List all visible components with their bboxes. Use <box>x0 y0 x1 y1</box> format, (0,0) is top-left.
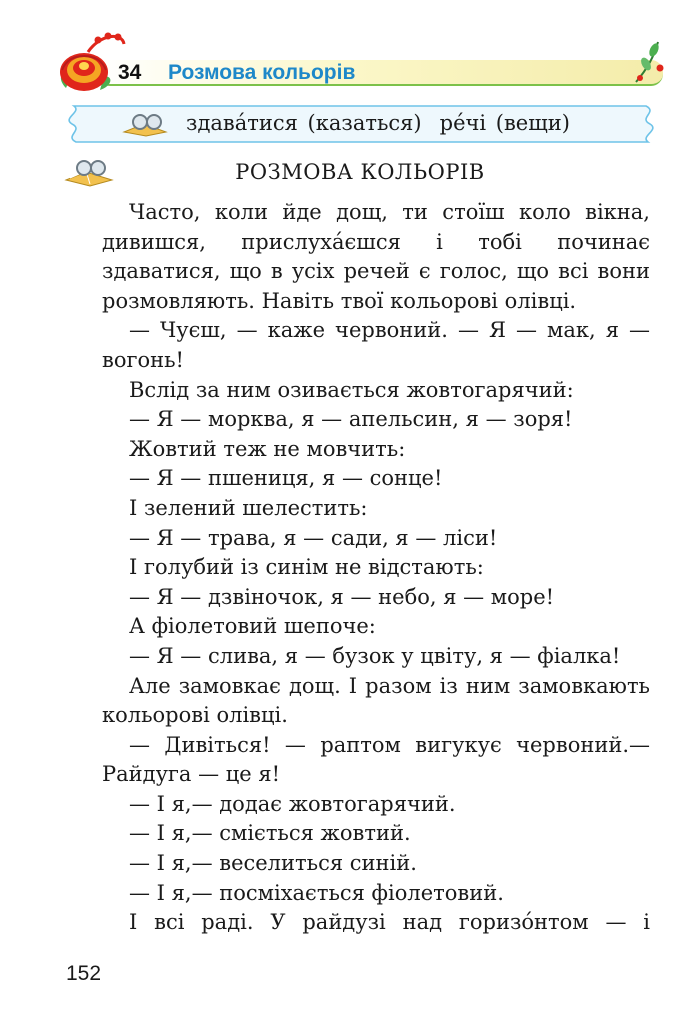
page-number: 152 <box>66 962 102 985</box>
story-paragraph: І голубий із синім не відстають: <box>129 555 484 580</box>
flower-ornament-icon <box>48 30 128 100</box>
story-paragraph: — І я,— посміхається фіолетовий. <box>129 880 504 905</box>
story-text <box>102 198 650 938</box>
vocabulary-item: ре́чі (вещи) <box>439 111 570 135</box>
story-paragraph: — І я,— сміється жовтий. <box>129 821 411 846</box>
story-paragraph: І зелений шелестить: <box>129 495 368 520</box>
story-paragraph: — Я — трава, я — сади, я — ліси! <box>129 525 498 550</box>
story-paragraph: — Я — морква, я — апельсин, я — зоря! <box>129 407 573 432</box>
lesson-title: Розмова кольорів <box>168 61 356 84</box>
lesson-header <box>48 30 668 100</box>
story-paragraph: А фіолетовий шепоче: <box>129 614 376 639</box>
story-paragraph: — Я — пшениця, я — сонце! <box>129 466 443 491</box>
vocabulary-words <box>186 111 570 135</box>
story-paragraph: Жовтий теж не мовчить: <box>129 436 406 461</box>
story-paragraph: — Дивіться! — раптом вигукує червоний.— Райдуга — це я! <box>102 732 650 787</box>
story-title: РОЗМОВА КОЛЬОРІВ <box>235 160 485 184</box>
story-paragraph: Але замовкає дощ. І разом із ним замовкають кольорові олівці. <box>102 673 650 728</box>
story-paragraph: Часто, коли йде дощ, ти стоїш коло вікна, дивишся, прислуха́єшся і тобі починає здаватися, що в усіх речей є голос, що всі вони розмовляють. Навіть твої кольорові олівці. <box>102 200 650 313</box>
lesson-number: 34 <box>118 61 142 84</box>
leaf-ornament-icon <box>628 38 668 86</box>
story-paragraph: — Чуєш, — каже червоний. — Я — мак, я — вогонь! <box>102 318 650 372</box>
vocabulary-banner <box>62 104 662 144</box>
story-paragraph: — І я,— додає жовтогарячий. <box>129 791 456 816</box>
story-paragraph: Вслід за ним озивається жовтогарячий: <box>129 377 574 402</box>
story-paragraph: — І я,— веселиться синій. <box>129 851 417 876</box>
story-paragraph: — Я — дзвіночок, я — небо, я — море! <box>129 584 555 609</box>
glasses-book-icon <box>120 112 170 138</box>
vocabulary-item: здава́тися (казаться) <box>186 111 422 135</box>
story-paragraph: І всі раді. У райдузі над горизо́нтом — і <box>129 910 650 935</box>
story-paragraph: — Я — слива, я — бузок у цвіту, я — фіалка! <box>129 643 621 668</box>
